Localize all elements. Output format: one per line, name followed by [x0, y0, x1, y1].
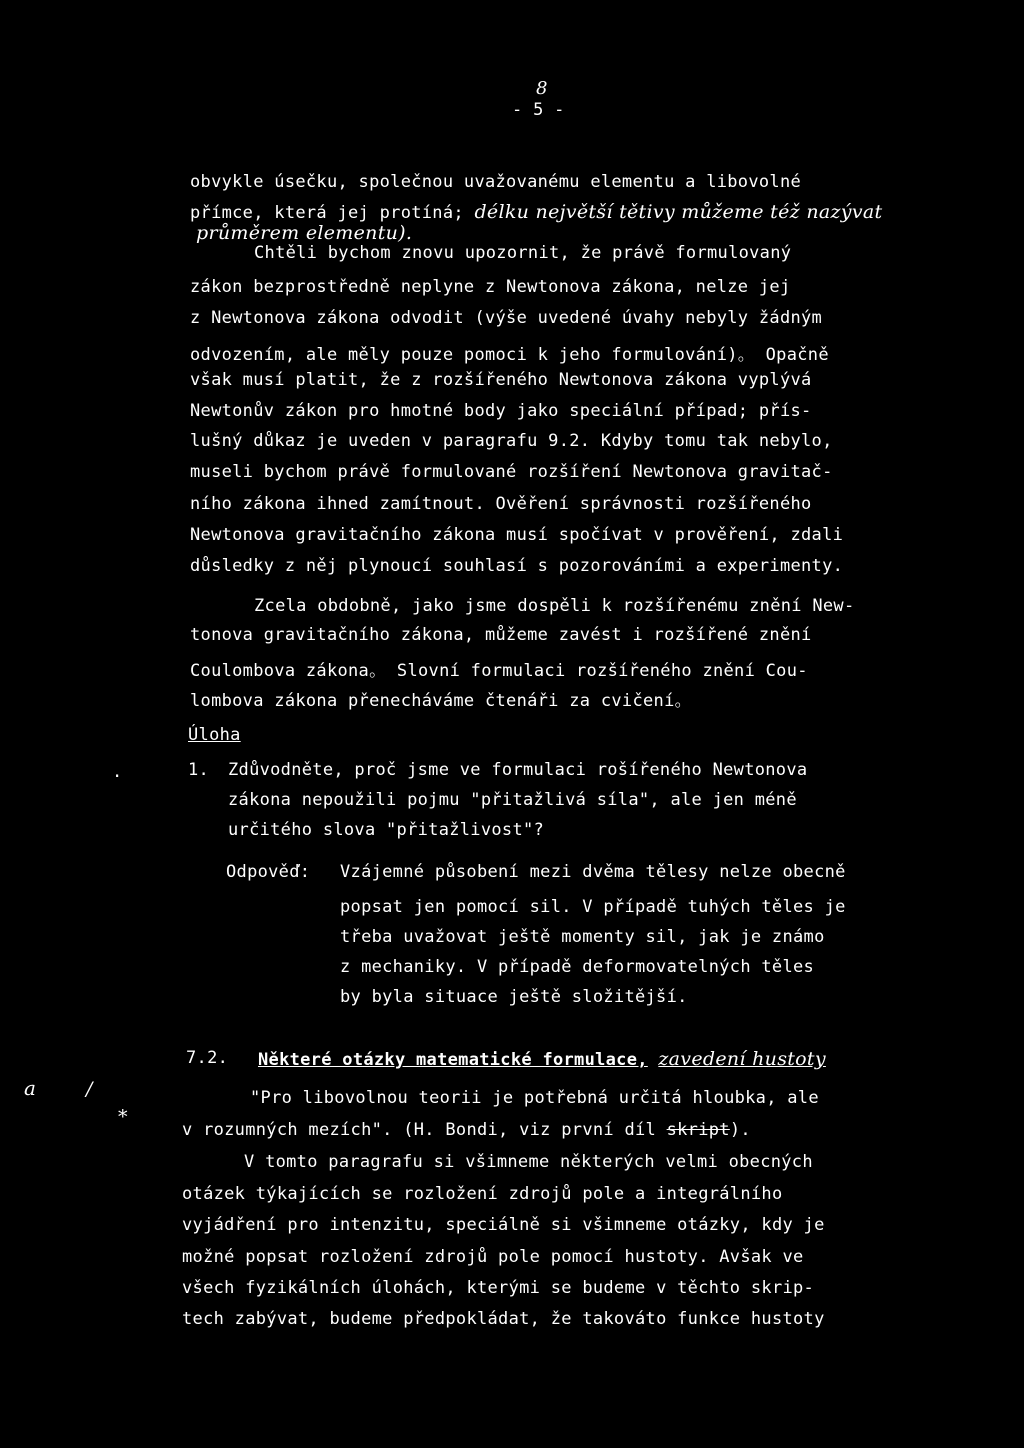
margin-mark-star: *: [118, 1106, 128, 1128]
task-heading: Úloha: [188, 725, 241, 745]
text-line: zákon bezprostředně neplyne z Newtonova zákona, nelze jej: [190, 277, 791, 297]
text-line: otázek týkajících se rozložení zdrojů pole a integrálního: [182, 1184, 783, 1204]
text-line: všech fyzikálních úlohách, kterými se budeme v těchto skrip-: [182, 1278, 815, 1298]
answer-line: třeba uvažovat ještě momenty sil, jak je známo: [340, 927, 825, 947]
text-line: museli bychom právě formulované rozšíření Newtonova gravitač-: [190, 462, 833, 482]
text-line: Newtonův zákon pro hmotné body jako speciální případ; přís-: [190, 401, 812, 421]
task-line: zákona nepoužili pojmu "přitažlivá síla", ale jen méně: [228, 790, 797, 810]
task-number: 1.: [188, 760, 210, 780]
quote-line: [182, 1120, 751, 1140]
answer-line: Vzájemné působení mezi dvěma tělesy nelze obecně: [340, 862, 846, 882]
typed-text: přímce, která jej protíná;: [190, 203, 464, 223]
handwritten-insert: průměrem elementu).: [196, 222, 413, 244]
text-line: vyjádření pro intenzitu, speciálně si všimneme otázky, kdy je: [182, 1215, 825, 1235]
handwritten-page-number: 8: [536, 78, 548, 99]
text-line: Chtěli bychom znovu upozornit, že právě formulovaný: [254, 243, 792, 263]
page-number: - 5 -: [512, 100, 565, 120]
margin-mark-bar: /: [86, 1078, 93, 1100]
section-title-typed: Některé otázky matematické formulace,: [258, 1050, 648, 1070]
section-number: 7.2.: [186, 1048, 229, 1068]
text-line: lombova zákona přenecháváme čtenáři za cvičení。: [190, 691, 692, 711]
handwritten-insert: délku největší tětivy můžeme též nazývat: [474, 201, 883, 223]
text-line: však musí platit, že z rozšířeného Newtonova zákona vyplývá: [190, 370, 812, 390]
margin-mark-a: a: [24, 1076, 37, 1100]
text-line: Zcela obdobně, jako jsme dospěli k rozšířenému znění New-: [254, 596, 855, 616]
text-line: z Newtonova zákona odvodit (výše uvedené úvahy nebyly žádným: [190, 308, 823, 328]
text-line: V tomto paragrafu si všimneme některých velmi obecných: [244, 1152, 813, 1172]
text-line: obvykle úsečku, společnou uvažovanému elementu a libovolné: [190, 172, 802, 192]
section-title-handwritten: zavedení hustoty: [658, 1048, 826, 1070]
task-line: Zdůvodněte, proč jsme ve formulaci rošířeného Newtonova: [228, 760, 808, 780]
text-line: tech zabývat, budeme předpokládat, že takováto funkce hustoty: [182, 1309, 825, 1329]
quote-text: v rozumných mezích". (H. Bondi, viz první díl: [182, 1120, 667, 1140]
text-line: Newtonova gravitačního zákona musí spočívat v prověření, zdali: [190, 525, 844, 545]
section-title: [258, 1048, 826, 1070]
margin-dot: .: [112, 762, 123, 782]
text-line: lušný důkaz je uveden v paragrafu 9.2. Kdyby tomu tak nebylo,: [190, 431, 833, 451]
answer-label: Odpověď:: [226, 862, 311, 882]
answer-line: z mechaniky. V případě deformovatelných těles: [340, 957, 815, 977]
text-line-mixed: [190, 201, 882, 223]
answer-line: popsat jen pomocí sil. V případě tuhých těles je: [340, 897, 846, 917]
task-line: určitého slova "přitažlivost"?: [228, 820, 545, 840]
text-line: odvozením, ale měly pouze pomoci k jeho formulování)。 Opačně: [190, 345, 829, 365]
quote-text-end: ).: [729, 1120, 751, 1140]
answer-line: by byla situace ještě složitější.: [340, 987, 688, 1007]
quote-line: "Pro libovolnou teorii je potřebná určitá hloubka, ale: [250, 1088, 819, 1108]
text-line: důsledky z něj plynoucí souhlasí s pozorováními a experimenty.: [190, 556, 844, 576]
text-line: Coulombova zákona。 Slovní formulaci rozšířeného znění Cou-: [190, 661, 808, 681]
text-line: ního zákona ihned zamítnout. Ověření správnosti rozšířeného: [190, 494, 812, 514]
text-line: možné popsat rozložení zdrojů pole pomocí hustoty. Avšak ve: [182, 1247, 804, 1267]
struck-text: skript: [666, 1120, 730, 1140]
text-line: tonova gravitačního zákona, můžeme zavést i rozšířené znění: [190, 625, 812, 645]
